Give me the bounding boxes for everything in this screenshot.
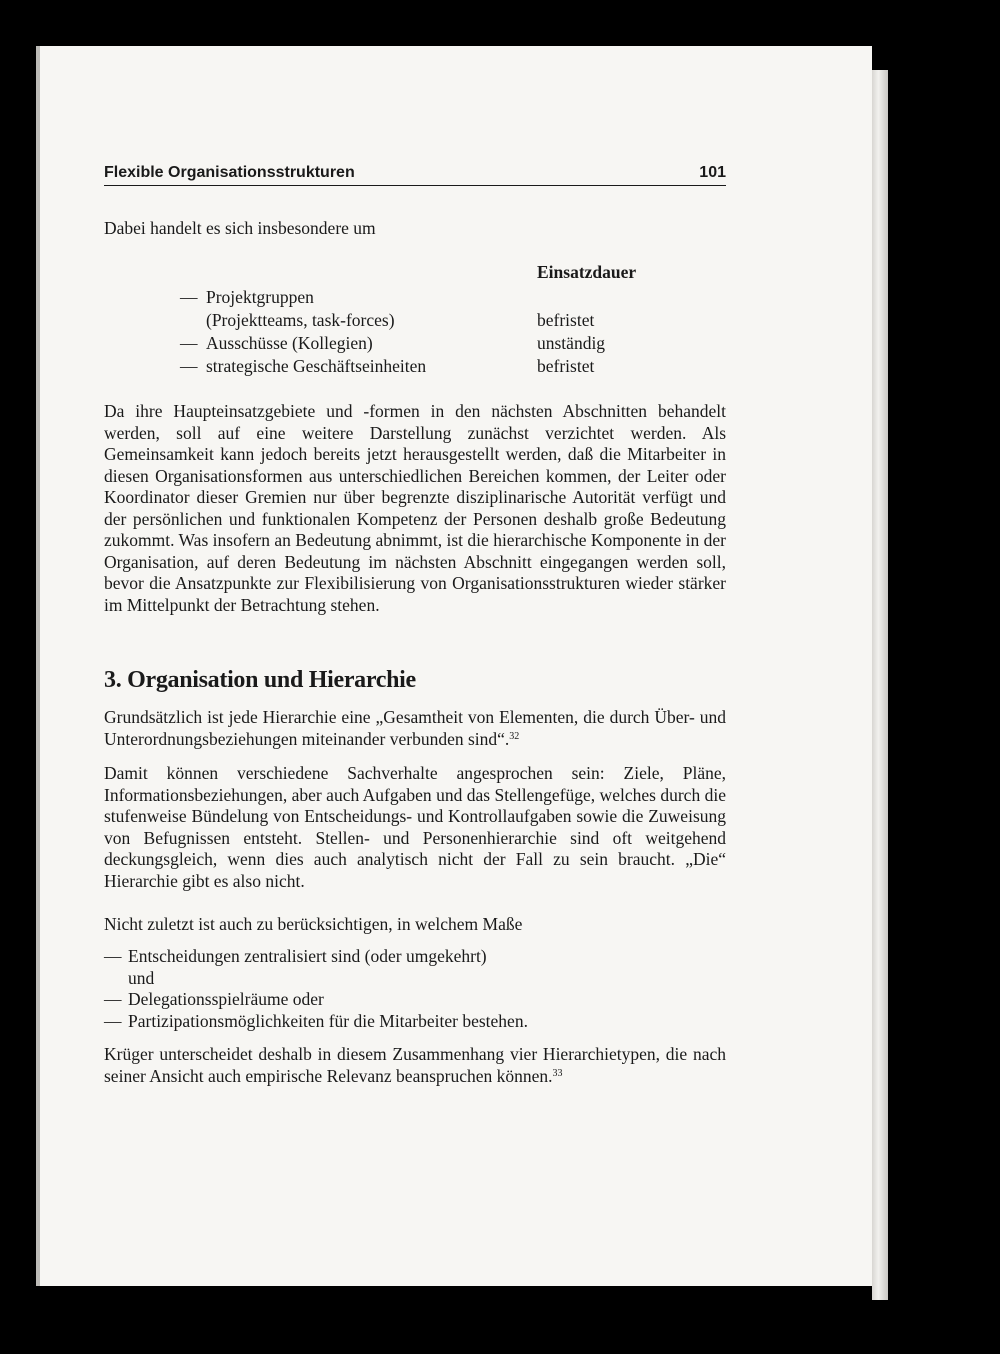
page-edge [872, 70, 888, 1300]
footnote-ref-32: 32 [509, 730, 520, 742]
list-item [104, 946, 726, 968]
list-dash: — [104, 1010, 122, 1031]
page-gutter [36, 46, 40, 1286]
row-label: strategische Geschäftseinheiten [206, 356, 427, 376]
row-label: (Projektteams, task-forces) [206, 310, 395, 330]
row-duration: befristet [537, 356, 595, 376]
footnote-ref-33: 33 [552, 1067, 563, 1079]
page-number: 101 [699, 164, 726, 181]
paragraph-4: Nicht zuletzt ist auch zu berücksichtigen, in welchem Maße [104, 914, 523, 934]
section-heading: 3. Organisation und Hierarchie [104, 667, 416, 693]
running-title: Flexible Organisationsstrukturen [104, 164, 355, 181]
row-label: Projektgruppen [206, 287, 314, 307]
list-item [104, 968, 726, 990]
column-header-duration: Einsatzdauer [537, 262, 637, 282]
paragraph-5-text: Krüger unterscheidet deshalb in diesem Zusammenhang vier Hierarchietypen, die nach seiner Ansicht auch empirische Relevanz beanspruchen können. [104, 1044, 726, 1086]
table-row [180, 287, 198, 309]
list-item-text: Delegationsspielräume oder [128, 989, 324, 1009]
paragraph-5 [104, 1044, 726, 1087]
paragraph-1: Da ihre Haupteinsatzgebiete und -formen in den nächsten Abschnitten behandelt werden, soll auf eine weitere Darstellung zunächst verzichtet werden. Als Gemeinsamkeit kann jedoch bereits jetzt herausgestellt werden, daß die Mitarbeiter in diesen Organisationsformen aus unterschiedlichen Bereichen kommen, der Leiter oder Koordinator dieser Gremien nur über begrenzte disziplinarische Autorität verfügt und der persönlichen und funktionalen Kompetenz der Personen deshalb große Bedeutung zukommt. Was insofern an Bedeutung abnimmt, ist die hierarchische Komponente in der Organisation, auf deren Bedeutung im nächsten Abschnitt eingegangen werden soll, bevor die Ansatzpunkte zur Flexibilisierung von Organisationsstrukturen wieder stärker im Mittelpunkt der Betrachtung stehen. [104, 401, 726, 615]
running-header [104, 164, 726, 186]
row-dash: — [180, 333, 198, 353]
row-duration: unständig [537, 333, 606, 353]
list-item-text: Entscheidungen zentralisiert sind (oder umgekehrt) [128, 946, 487, 966]
row-dash: — [180, 356, 198, 376]
paragraph-2-text: Grundsätzlich ist jede Hierarchie eine „Gesamtheit von Elementen, die durch Über- und Unterordnungsbeziehungen miteinander verbunden sind“. [104, 707, 726, 749]
list-dash: — [104, 989, 122, 1009]
intro-line: Dabei handelt es sich insbesondere um [104, 218, 376, 238]
list-dash: — [104, 946, 122, 966]
paragraph-2 [104, 707, 726, 750]
row-label: Ausschüsse (Kollegien) [206, 333, 373, 353]
list-item-text: Partizipationsmöglichkeiten für die Mitarbeiter bestehen. [128, 1010, 528, 1031]
row-dash: — [180, 287, 198, 307]
list-item [104, 1011, 726, 1033]
list-item-text: und [128, 967, 155, 988]
paragraph-3: Damit können verschiedene Sachverhalte angesprochen sein: Ziele, Pläne, Informationsbeziehungen, aber auch Aufgaben und das Stellengefüge, welches durch die stufenweise Bündelung von Entscheidungs- und Kontrollaufgaben sowie die Zuweisung von Befugnissen entsteht. Stellen- und Personenhierarchie sind oft weitgehend deckungsgleich, wenn dies auch analytisch nicht der Fall zu sein braucht. „Die“ Hierarchie gibt es also nicht. [104, 763, 726, 891]
row-duration: befristet [537, 310, 595, 330]
list-item [104, 989, 726, 1011]
criteria-list [104, 946, 726, 1032]
